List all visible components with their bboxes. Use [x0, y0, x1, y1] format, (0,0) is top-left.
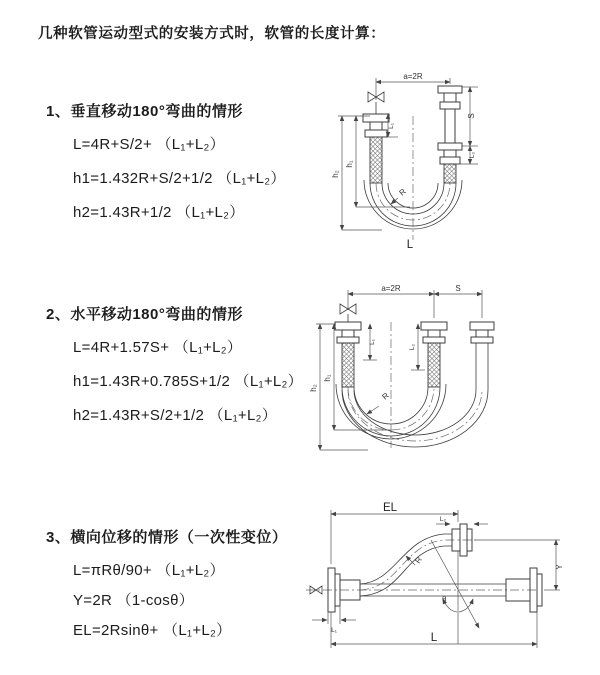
dim-label-r: R	[397, 186, 408, 198]
section-vertical-movement	[46, 100, 286, 235]
flange-left	[363, 114, 389, 137]
dim-label-s: S	[467, 113, 476, 119]
section-lateral-displacement	[46, 526, 287, 649]
radius-callout	[391, 187, 408, 204]
section-1-heading: 1、垂直移动180°弯曲的情形	[46, 103, 243, 120]
formula-s3-EL: EL=2Rsinθ+ （L₁+L₂）	[73, 622, 232, 639]
dim-label-a2r: a=2R	[381, 284, 401, 293]
formula-s1-L: L=4R+S/2+ （L₁+L₂）	[73, 136, 225, 153]
angle-theta	[442, 551, 473, 644]
dimension-l2	[436, 516, 488, 524]
hose-s-curve-displaced	[360, 534, 476, 596]
dim-label-l: L	[430, 632, 438, 644]
dim-label-h1: h₁	[323, 374, 332, 382]
flange-left	[335, 322, 361, 343]
dim-label-r: R	[380, 390, 391, 402]
dim-label-h2: h₂	[331, 170, 340, 178]
formula-s2-h1: h1=1.43R+0.785S+1/2 （L₁+L₂）	[73, 373, 303, 390]
diagram-vertical-180-bend	[310, 70, 582, 260]
dim-label-h1: h₁	[345, 160, 354, 168]
dimension-s	[434, 284, 482, 294]
dim-label-l2: L₂	[469, 151, 476, 159]
angle-label-theta: θ	[442, 595, 447, 604]
diagram-lateral-displacement	[298, 498, 598, 656]
flange-right-displaced	[470, 322, 494, 390]
dim-label-y: Y	[555, 564, 564, 570]
dimension-l	[331, 612, 537, 648]
dim-label-el: EL	[382, 502, 398, 514]
dim-label-l1: L₁	[331, 627, 337, 634]
braided-hose-left	[370, 137, 382, 183]
formula-s2-h2: h2=1.43R+S/2+1/2 （L₁+L₂）	[73, 407, 278, 424]
dim-label-l: L	[406, 239, 414, 251]
formula-s2-L: L=4R+1.57S+ （L₁+L₂）	[73, 339, 243, 356]
dimension-l1	[312, 600, 356, 634]
radius-callout	[367, 391, 391, 414]
braided-hose-right	[444, 164, 456, 183]
dimension-y	[474, 540, 564, 590]
dimension-span-a2r	[348, 284, 482, 318]
braided-hose-left	[342, 343, 354, 387]
dim-label-l2: L₂	[409, 343, 416, 351]
formula-s3-L: L=πRθ/90+ （L₁+L₂）	[73, 562, 225, 579]
dimension-s	[462, 87, 478, 146]
section-3-heading: 3、横向位移的情形（一次性变位）	[46, 529, 288, 546]
flange-middle	[421, 322, 447, 343]
dim-label-l1: L₁	[369, 339, 376, 345]
dim-label-a2r: a=2R	[403, 72, 423, 81]
section-2-heading: 2、水平移动180°弯曲的情形	[46, 306, 243, 323]
formula-s1-h2: h2=1.43R+1/2 （L₁+L₂）	[73, 204, 245, 221]
section-horizontal-movement	[46, 303, 303, 438]
dimension-l1	[363, 324, 377, 360]
dim-label-r: R	[413, 555, 424, 566]
dimension-l2	[456, 146, 478, 164]
dim-label-h2: h₂	[309, 384, 318, 392]
braided-hose-middle	[428, 343, 440, 387]
u-bend-arcs-displaced	[342, 390, 488, 447]
dim-label-l1: L₁	[388, 123, 395, 129]
pipe-right	[438, 86, 462, 164]
formula-s3-Y: Y=2R （1-cosθ）	[73, 592, 195, 609]
diagram-horizontal-180-bend	[306, 282, 596, 460]
page-title: 几种软管运动型式的安装方式时，软管的长度计算：	[38, 26, 386, 42]
dim-label-s: S	[455, 284, 461, 293]
dimension-l2	[409, 324, 425, 370]
dim-label-l2: L₂	[439, 516, 447, 523]
formula-s1-h1: h1=1.432R+S/2+1/2 （L₁+L₂）	[73, 170, 286, 187]
